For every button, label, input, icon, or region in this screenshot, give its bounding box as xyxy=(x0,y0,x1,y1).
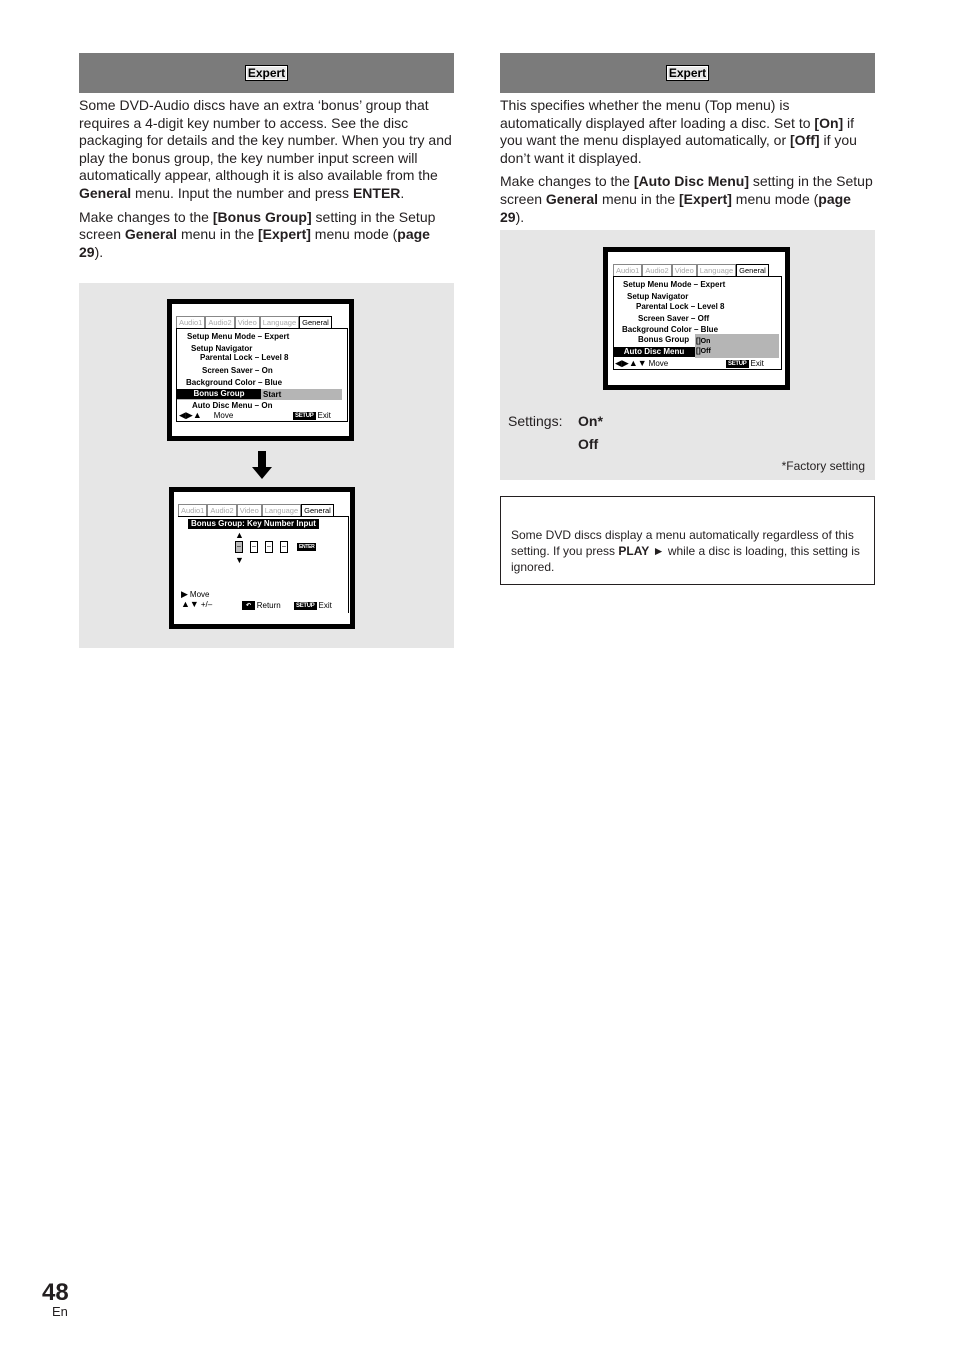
menu-line-bgcolor: Background Color – Blue xyxy=(622,325,719,334)
tab-general: General xyxy=(301,504,334,516)
setup-screen-auto-disc-menu xyxy=(603,247,790,390)
menu-line-screensaver: Screen Saver – On xyxy=(202,366,273,375)
tab-language: Language xyxy=(697,264,736,276)
setup-key-icon: SETUP xyxy=(728,360,747,367)
move-label: Move xyxy=(213,411,234,420)
tab-language: Language xyxy=(260,316,299,328)
option-on[interactable]: []On xyxy=(696,338,711,345)
tab-audio2: Audio2 xyxy=(205,316,234,328)
auto-disc-menu-description: This specifies whether the menu (Top menu) is automatically displayed after loading a disc. Set to [On] if you want the menu displayed automatically, or [Off] if you don’t want it displayed. xyxy=(500,97,857,166)
menu-line-parental: Parental Lock – Level 8 xyxy=(200,353,289,362)
auto-disc-menu-instruction: Make changes to the [Auto Disc Menu] setting in the Setup screen General menu in the [Expert] menu mode (page 29). xyxy=(500,173,873,225)
digit-box[interactable]: – xyxy=(235,541,243,553)
right-column xyxy=(500,53,875,232)
menu-line-parental: Parental Lock – Level 8 xyxy=(636,302,725,311)
bonus-group-figure xyxy=(79,283,454,648)
section-header-bar xyxy=(79,53,454,93)
plusminus-hint xyxy=(181,600,212,609)
bonus-group-value: Start xyxy=(263,390,282,399)
move-label: Move xyxy=(189,590,210,599)
tab-language: Language xyxy=(262,504,301,516)
menu-line-mode: Setup Menu Mode – Expert xyxy=(623,280,726,289)
return-hint xyxy=(242,601,281,610)
bonus-group-description: Some DVD-Audio discs have an extra ‘bonus’ group that requires a 4-digit key number to access. See the disc packaging for details and the key number. When you try and play the bonus group, the key number input screen will automatically appear, although it is also available from the General menu. Input the number and press ENTER. xyxy=(79,97,452,201)
note-box: Some DVD discs display a menu automatically regardless of this setting. If you press PLAY ► while a disc is loading, this setting is ignored. xyxy=(500,496,875,585)
menu-line-bgcolor: Background Color – Blue xyxy=(186,378,283,387)
exit-label: Exit xyxy=(318,601,332,610)
menu-line-bonus-group: Bonus Group xyxy=(638,335,690,344)
bonus-group-instruction: Make changes to the [Bonus Group] setting in the Setup screen General menu in the [Expert] menu mode (page 29). xyxy=(79,208,436,260)
expert-badge: Expert xyxy=(666,65,709,81)
screen-footer xyxy=(179,411,233,420)
tab-general: General xyxy=(299,316,332,328)
tab-video: Video xyxy=(672,264,697,276)
arrow-keys-icon: ◀▶▲ xyxy=(179,410,202,420)
down-arrow-icon: ▼ xyxy=(235,555,244,565)
menu-line-navigator: Setup Navigator xyxy=(191,344,253,353)
menu-line-screensaver: Screen Saver – Off xyxy=(638,314,710,323)
key-number-input-screen xyxy=(169,487,355,629)
left-column xyxy=(79,53,454,267)
tab-audio1: Audio1 xyxy=(613,264,642,276)
up-arrow-icon: ▲ xyxy=(235,530,244,540)
tab-video: Video xyxy=(235,316,260,328)
menu-line-navigator: Setup Navigator xyxy=(627,292,689,301)
setup-screen-bonus-group xyxy=(167,299,354,441)
move-hint xyxy=(181,590,209,599)
down-arrow-icon xyxy=(252,451,272,479)
digit-box[interactable]: – xyxy=(265,541,273,553)
exit-hint xyxy=(294,601,332,610)
digit-box[interactable]: – xyxy=(280,541,288,553)
expert-badge: Expert xyxy=(245,65,288,81)
setting-off: Off xyxy=(578,436,599,452)
menu-tabs xyxy=(176,316,332,328)
section-header-bar xyxy=(500,53,875,93)
menu-tabs xyxy=(178,504,334,516)
menu-tabs xyxy=(613,264,769,276)
plusminus-label: +/– xyxy=(200,600,213,609)
return-label: Return xyxy=(256,601,281,610)
screen-footer-exit xyxy=(726,359,764,368)
setup-key-icon: SETUP xyxy=(295,412,314,419)
exit-label: Exit xyxy=(317,411,331,420)
up-down-arrows-icon: ▲▼ xyxy=(181,599,199,609)
page-language: En xyxy=(52,1304,68,1319)
tab-video: Video xyxy=(237,504,262,516)
tab-audio2: Audio2 xyxy=(642,264,671,276)
tab-audio1: Audio1 xyxy=(176,316,205,328)
right-arrow-icon: ▶ xyxy=(181,589,188,599)
tab-general: General xyxy=(736,264,769,276)
key-digit-row xyxy=(235,541,316,553)
arrow-keys-icon: ◀▶▲▼ xyxy=(615,358,647,368)
settings-label: Settings: xyxy=(508,413,563,429)
tab-audio2: Audio2 xyxy=(207,504,236,516)
auto-disc-menu-item[interactable]: Auto Disc Menu xyxy=(613,347,695,357)
setting-on: On* xyxy=(578,413,603,429)
option-off[interactable]: []Off xyxy=(696,348,711,355)
move-label: Move xyxy=(648,359,669,368)
screen-footer xyxy=(615,359,668,368)
digit-box[interactable]: – xyxy=(250,541,258,553)
tab-audio1: Audio1 xyxy=(178,504,207,516)
page-number: 48 xyxy=(42,1279,69,1306)
auto-disc-menu-figure xyxy=(500,230,875,480)
menu-line-mode: Setup Menu Mode – Expert xyxy=(187,332,290,341)
factory-setting-note: *Factory setting xyxy=(781,459,865,473)
setup-key-icon: SETUP xyxy=(296,602,315,609)
key-input-title: Bonus Group: Key Number Input xyxy=(188,519,319,529)
screen-footer-exit xyxy=(293,411,331,420)
exit-label: Exit xyxy=(750,359,764,368)
return-key-icon: ↶ xyxy=(242,601,255,610)
bonus-group-item[interactable]: Bonus Group xyxy=(177,389,261,399)
menu-line-auto-disc: Auto Disc Menu – On xyxy=(192,401,273,410)
enter-key-icon: ENTER xyxy=(299,544,315,550)
